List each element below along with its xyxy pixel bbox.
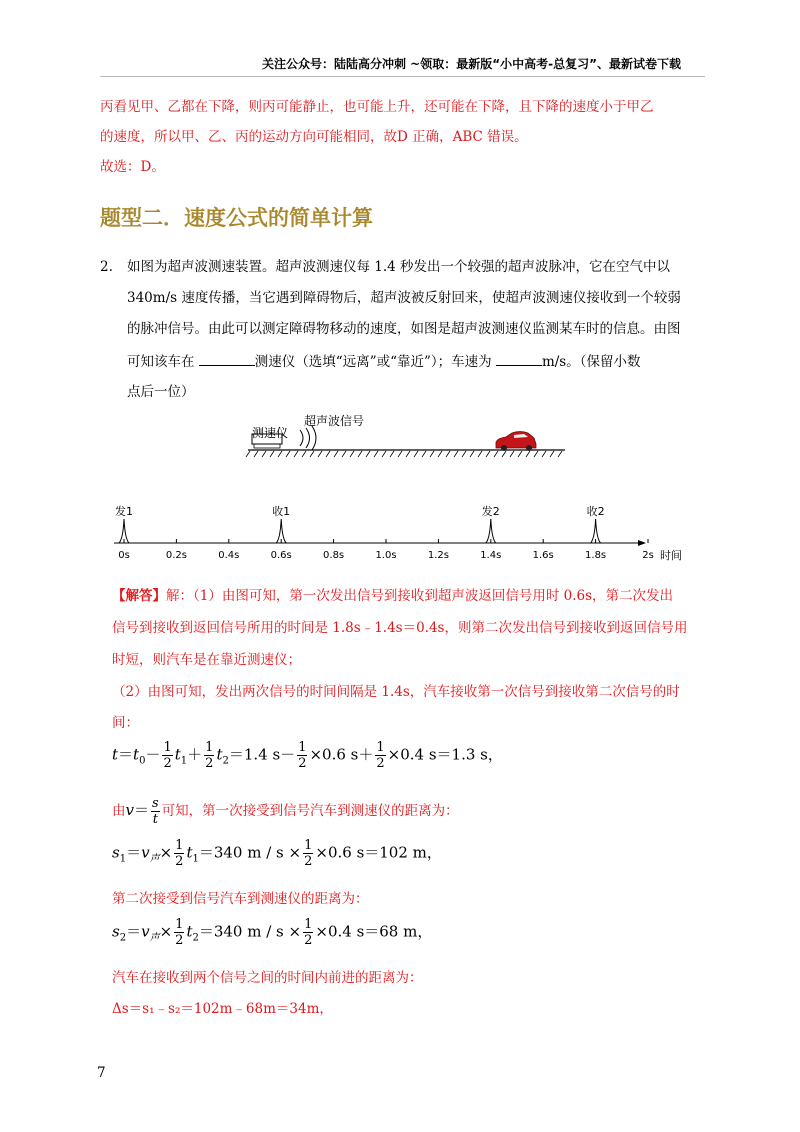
answer-line-1 (112, 586, 673, 606)
eq3-mid: ＝340 m / s × (198, 922, 302, 941)
tick-label: 0.2s (165, 550, 187, 561)
eq1-mid: ×0.6 s＋ (309, 745, 374, 764)
page-header: 关注公众号：陆陆高分冲刺 ~领取：最新版“小中高考-总复习”、最新试卷下载 (262, 57, 681, 71)
signal-label: 超声波信号 (304, 414, 365, 428)
prev-answer-line-2: 的速度，所以甲、乙、丙的运动方向可能相同，故D 正确，ABC 错误。 (100, 129, 528, 145)
ground-hatching (246, 451, 562, 457)
header-divider (100, 76, 705, 77)
question-line-4 (127, 351, 640, 372)
device-label: 测速仪 (252, 426, 289, 440)
equation-distance-1: $s_1=v_声\times$ $\frac{1}{2}$ $t_1=340$ m / s × $\frac{1}{2}$ ×0.6 s＝102 m， (112, 838, 442, 869)
eq1-tail: ＝1.4 s－ (228, 745, 296, 764)
answer-line-8: 汽车在接收到两个信号之间的时间内前进的距离为： (112, 970, 423, 986)
tick-label: 1.4s (480, 550, 502, 561)
tick-label: 1.8s (585, 550, 607, 561)
question-line-1: 如图为超声波测速装置。超声波测速仪每 1.4 秒发出一个较强的超声波脉冲，它在空气中以 (127, 259, 671, 275)
prev-answer-line-3: 故选：D。 (100, 159, 165, 175)
eq1-end: ×0.4 s＝1.3 s， (387, 745, 503, 764)
tick-label: 0.4s (218, 550, 240, 561)
answer-tag: 【解答】 (112, 588, 166, 604)
question-line-2: 340m/s 速度传播，当它遇到障碍物后，超声波被反射回来，使超声波测速仪接收到一个较弱 (127, 290, 681, 306)
pulse-label: 收2 (586, 505, 605, 518)
blank-speed[interactable] (496, 351, 542, 366)
eq2-mid: ＝340 m / s × (198, 843, 302, 862)
answer-line-6: 由v＝ $\frac{s}{t}$ 可知，第一次接受到信号汽车到测速仪的距离为： (112, 796, 459, 827)
prev-answer-line-1: 丙看见甲、乙都在下降，则丙可能静止，也可能上升，还可能在下降，且下降的速度小于甲乙 (100, 99, 654, 115)
answer-line-9: Δs＝s₁﹣s₂＝102m﹣68m＝34m， (112, 1001, 333, 1017)
axis-arrow (638, 540, 646, 546)
timeline-axis-label: 时间 (660, 549, 682, 562)
car-icon (496, 432, 536, 452)
tick-label: 0s (118, 550, 130, 561)
tick-label: 0.8s (323, 550, 345, 561)
question-line-3: 的脉冲信号。由此可以测定障碍物移动的速度，如图是超声波测速仪监测某车时的信息。由图 (127, 321, 681, 337)
question-line-5: 点后一位） (127, 384, 195, 400)
line6-post: 可知，第一次接受到信号汽车到测速仪的距离为： (161, 803, 459, 819)
question-line-4-part-c: m/s。（保留小数 (541, 354, 641, 370)
eq3-end: ×0.4 s＝68 m， (315, 922, 433, 941)
tick-label: 1.2s (427, 550, 449, 561)
answer-line-5: 间： (112, 715, 139, 731)
equation-time: $t=t_0-$ $\frac{1}{2}$ $t_1+$ $\frac{1}{2}$ $t_2=1.4$ s－ $\frac{1}{2}$ ×0.6 s＋ $\frac{1}{2}$ ×0.4 s＝1.3 s， (112, 740, 503, 771)
answer-line-4: （2）由图可知，发出两次信号的时间间隔是 1.4s，汽车接收第一次信号到接收第二次信号的时 (112, 684, 680, 700)
question-line-4-part-a: 可知该车在 (127, 354, 199, 370)
pulse-label: 发1 (115, 505, 133, 518)
tick-label: 0.6s (270, 550, 292, 561)
pulse-label: 发2 (481, 505, 500, 518)
pulse-timeline-chart (100, 498, 720, 564)
eq2-end: ×0.6 s＝102 m， (315, 843, 442, 862)
section-title: 题型二．速度公式的简单计算 (100, 206, 373, 230)
page-number: 7 (97, 1065, 106, 1081)
tick-label: 1.0s (375, 550, 397, 561)
question-number: 2. (100, 259, 113, 275)
equation-distance-2: $s_2=v_声\times$ $\frac{1}{2}$ $t_2=340$ m / s × $\frac{1}{2}$ ×0.4 s＝68 m， (112, 917, 433, 948)
question-line-4-part-b: 测速仪（选填“远离”或“靠近”）；车速为 (254, 354, 496, 370)
tick-label: 1.6s (532, 550, 554, 561)
answer-line-3: 时短，则汽车是在靠近测速仪； (112, 652, 301, 668)
tick-label: 2s (642, 550, 654, 561)
line6-pre: 由 (112, 803, 126, 819)
answer-line-7: 第二次接受到信号汽车到测速仪的距离为： (112, 891, 369, 907)
blank-direction[interactable] (199, 351, 255, 366)
answer-line-2: 信号到接收到返回信号所用的时间是 1.8s﹣1.4s＝0.4s，则第二次发出信号到接收到返回信号用 (112, 620, 688, 636)
pulse-label: 收1 (272, 505, 291, 518)
wave-icon (300, 430, 303, 446)
answer-line-1-text: 解：（1）由图可知，第一次发出信号到接收到超声波返回信号用时 0.6s，第二次发出 (166, 588, 674, 604)
speed-gun-figure (240, 408, 570, 468)
